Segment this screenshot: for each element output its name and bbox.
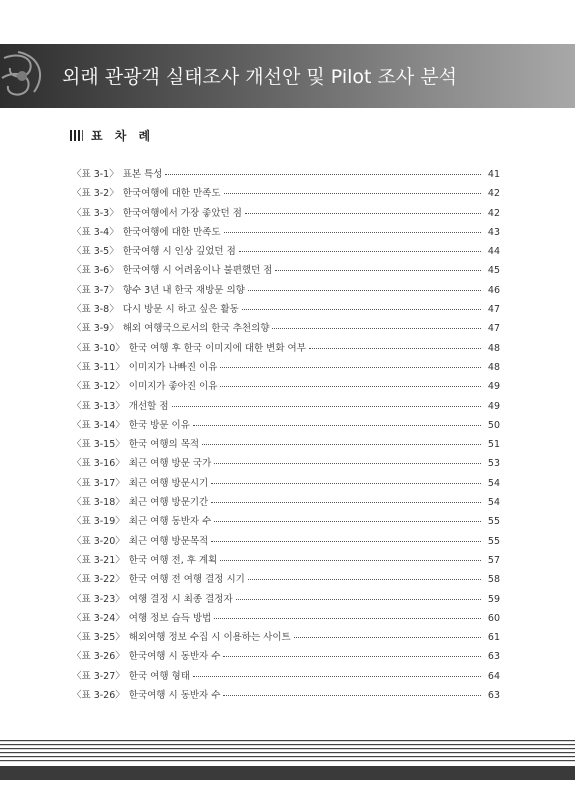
toc-entry-page: 63 [487, 651, 500, 663]
toc-entry [72, 494, 500, 513]
toc-entry [72, 610, 500, 629]
toc-entry-page: 63 [487, 690, 500, 702]
toc-entry-number: 〈표 3-7〉 [72, 284, 119, 296]
toc-entry [72, 301, 500, 320]
toc-entry-number: 〈표 3-24〉 [72, 612, 125, 624]
toc-entry-page: 46 [487, 284, 500, 296]
toc-entry-title: 한국 여행의 목적 [128, 439, 200, 451]
toc-entry [72, 359, 500, 378]
toc-entry-number: 〈표 3-20〉 [72, 535, 125, 547]
toc-entry-page: 58 [487, 574, 500, 586]
toc-entry [72, 571, 500, 590]
toc-entry-page: 41 [487, 169, 500, 180]
toc-entry-title: 최근 여행 방문목적 [128, 535, 209, 547]
toc-entry [72, 417, 500, 436]
toc-entry-number: 〈표 3-17〉 [72, 477, 125, 489]
toc-leader-dots [239, 251, 481, 252]
toc-entry-page: 44 [487, 246, 500, 258]
toc-entry-number: 〈표 3-27〉 [72, 670, 125, 682]
toc-entry-number: 〈표 3-26〉 [72, 690, 125, 702]
toc-entry-title: 한국여행 시 인상 깊었던 점 [122, 246, 236, 258]
toc-entry-title: 최근 여행 방문시기 [128, 477, 209, 489]
toc-leader-dots [193, 425, 481, 426]
toc-entry-number: 〈표 3-18〉 [72, 497, 125, 509]
toc-entry-title: 한국여행 시 동반자 수 [128, 690, 221, 702]
toc-entry-page: 49 [487, 381, 500, 393]
toc-entry-number: 〈표 3-13〉 [72, 400, 125, 412]
toc-entry-page: 50 [487, 419, 500, 431]
toc-entry [72, 282, 500, 301]
toc-leader-dots [214, 618, 481, 619]
toc-entry-title: 한국 여행 전 여행 결정 시기 [128, 574, 245, 586]
toc-entry [72, 513, 500, 532]
toc-entry-page: 48 [487, 361, 500, 373]
toc-entry-number: 〈표 3-1〉 [72, 169, 119, 180]
toc-entry-page: 51 [487, 439, 500, 451]
toc-entry [72, 436, 500, 455]
toc-leader-dots [223, 656, 481, 657]
toc-entry [72, 591, 500, 610]
toc-entry-page: 60 [487, 612, 500, 624]
toc-leader-dots [248, 290, 481, 291]
toc-entry-title: 향수 3년 내 한국 재방문 의향 [122, 284, 245, 296]
toc-entry [72, 166, 500, 185]
toc-entry [72, 629, 500, 648]
toc-leader-dots [172, 406, 482, 407]
toc-entry-page: 64 [487, 670, 500, 682]
toc-leader-dots [275, 270, 481, 271]
toc-entry [72, 378, 500, 397]
toc-leader-dots [202, 444, 481, 445]
toc-entry-title: 최근 여행 방문기간 [128, 497, 209, 509]
toc-entry-page: 47 [487, 304, 500, 316]
toc-entry [72, 185, 500, 204]
toc-entry-page: 61 [487, 632, 500, 644]
toc-entry-page: 48 [487, 342, 500, 354]
toc-entry-number: 〈표 3-19〉 [72, 516, 125, 528]
toc-leader-dots [220, 560, 481, 561]
toc-leader-dots [294, 637, 481, 638]
toc-entry-number: 〈표 3-25〉 [72, 632, 125, 644]
toc-entry-number: 〈표 3-8〉 [72, 304, 119, 316]
toc-entry-title: 여행 결정 시 최종 결정자 [128, 593, 233, 605]
toc-heading-label: 표 차 례 [91, 129, 155, 143]
toc-entry-page: 45 [487, 265, 500, 277]
toc-leader-dots [245, 213, 481, 214]
toc-leader-dots [165, 174, 481, 175]
toc-entry [72, 398, 500, 417]
toc-leader-dots [223, 695, 481, 696]
toc-entry-number: 〈표 3-22〉 [72, 574, 125, 586]
toc-entry-number: 〈표 3-2〉 [72, 188, 119, 200]
toc-entry-title: 해외여행 정보 수집 시 이용하는 사이트 [128, 632, 291, 644]
toc-entry [72, 205, 500, 224]
toc-leader-dots [248, 579, 481, 580]
toc-entry-title: 한국 여행 형태 [128, 670, 190, 682]
toc-leader-dots [309, 348, 481, 349]
toc-entry [72, 687, 500, 706]
toc-entry-number: 〈표 3-4〉 [72, 226, 119, 238]
toc-entry-number: 〈표 3-12〉 [72, 381, 125, 393]
toc-entry-title: 여행 정보 습득 방법 [128, 612, 212, 624]
toc-leader-dots [272, 328, 481, 329]
toc-entry-title: 최근 여행 동반자 수 [128, 516, 212, 528]
toc-leader-dots [193, 676, 481, 677]
toc-entry-number: 〈표 3-23〉 [72, 593, 125, 605]
toc-entry-page: 54 [487, 477, 500, 489]
toc-heading [70, 127, 154, 144]
toc-leader-dots [214, 521, 481, 522]
toc-entry-page: 42 [487, 207, 500, 219]
toc-leader-dots [211, 502, 481, 503]
toc-entry-title: 한국 여행 전, 후 계획 [128, 554, 218, 566]
toc-entry-number: 〈표 3-15〉 [72, 439, 125, 451]
toc-entry-title: 한국여행에 대한 만족도 [122, 188, 221, 200]
toc-leader-dots [224, 193, 481, 194]
toc-entry [72, 668, 500, 687]
toc-entry-page: 57 [487, 554, 500, 566]
toc-entry-number: 〈표 3-10〉 [72, 342, 125, 354]
toc-leader-dots [236, 599, 481, 600]
toc-entry-title: 한국여행에서 가장 좋았던 점 [122, 207, 242, 219]
toc-leader-dots [211, 483, 481, 484]
footer-stripes [0, 740, 575, 780]
toc-entry-page: 49 [487, 400, 500, 412]
toc-entry-number: 〈표 3-5〉 [72, 246, 119, 258]
toc-entry [72, 340, 500, 359]
toc-entry-title: 한국여행에 대한 만족도 [122, 226, 221, 238]
toc-entry-number: 〈표 3-16〉 [72, 458, 125, 470]
toc-entry-page: 53 [487, 458, 500, 470]
toc-entry-number: 〈표 3-3〉 [72, 207, 119, 219]
page-title: 외래 관광객 실태조사 개선안 및 Pilot 조사 분석 [62, 66, 457, 88]
toc-entry-page: 42 [487, 188, 500, 200]
toc-list [72, 166, 500, 706]
toc-entry-number: 〈표 3-14〉 [72, 419, 125, 431]
toc-entry-number: 〈표 3-21〉 [72, 554, 125, 566]
toc-entry-title: 해외 여행국으로서의 한국 추천의향 [122, 323, 270, 335]
toc-entry [72, 262, 500, 281]
toc-entry-title: 한국여행 시 동반자 수 [128, 651, 221, 663]
toc-entry-title: 이미지가 나빠진 이유 [128, 361, 218, 373]
emblem-icon [0, 48, 52, 104]
toc-entry-page: 54 [487, 497, 500, 509]
toc-entry-title: 개선할 점 [128, 400, 169, 412]
toc-entry-page: 55 [487, 535, 500, 547]
toc-leader-dots [242, 309, 481, 310]
toc-entry-title: 최근 여행 방문 국가 [128, 458, 212, 470]
toc-leader-dots [211, 541, 481, 542]
toc-entry-number: 〈표 3-11〉 [72, 361, 125, 373]
toc-entry-title: 다시 방문 시 하고 싶은 활동 [122, 304, 239, 316]
toc-entry-page: 47 [487, 323, 500, 335]
toc-entry-page: 59 [487, 593, 500, 605]
toc-entry-title: 한국 방문 이유 [128, 419, 190, 431]
toc-entry [72, 243, 500, 262]
toc-leader-dots [214, 463, 481, 464]
toc-leader-dots [220, 367, 481, 368]
toc-entry [72, 552, 500, 571]
toc-entry [72, 224, 500, 243]
toc-entry [72, 455, 500, 474]
toc-leader-dots [220, 386, 481, 387]
toc-entry [72, 320, 500, 339]
heading-bars-icon [70, 130, 83, 141]
toc-entry-page: 55 [487, 516, 500, 528]
toc-entry-page: 43 [487, 226, 500, 238]
toc-entry-title: 표본 특성 [122, 169, 163, 180]
toc-entry-title: 이미지가 좋아진 이유 [128, 381, 218, 393]
toc-entry-title: 한국 여행 후 한국 이미지에 대한 변화 여부 [128, 342, 306, 354]
toc-leader-dots [224, 232, 481, 233]
toc-entry-number: 〈표 3-9〉 [72, 323, 119, 335]
toc-entry [72, 475, 500, 494]
toc-entry [72, 648, 500, 667]
toc-entry [72, 533, 500, 552]
toc-entry-number: 〈표 3-26〉 [72, 651, 125, 663]
toc-entry-number: 〈표 3-6〉 [72, 265, 119, 277]
toc-entry-title: 한국여행 시 어려움이나 불편했던 점 [122, 265, 273, 277]
